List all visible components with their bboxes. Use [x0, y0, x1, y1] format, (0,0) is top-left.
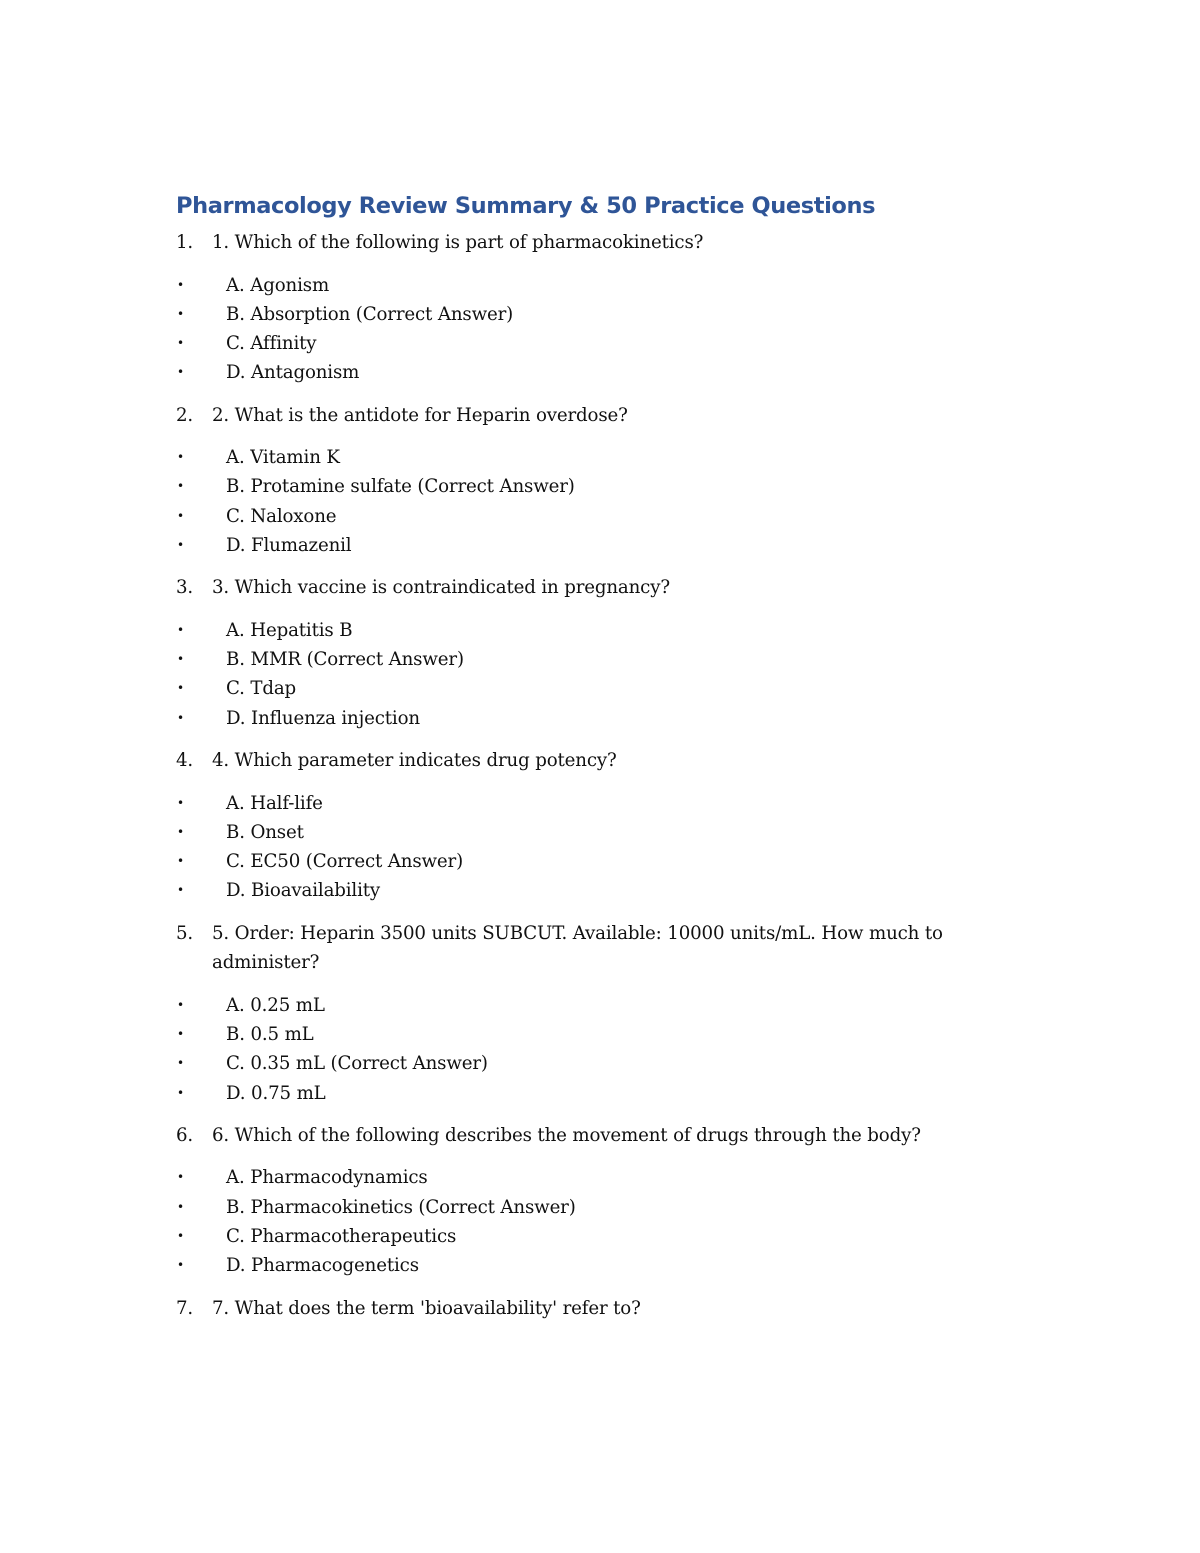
option-text: D. Antagonism [226, 362, 360, 384]
bullet-icon: • [177, 795, 184, 810]
bullet-icon: • [177, 710, 184, 725]
question-item [176, 573, 976, 733]
question-line [176, 401, 976, 431]
option-text: C. Affinity [226, 333, 317, 355]
option-text: C. Tdap [226, 678, 297, 700]
option-text: C. EC50 (Correct Answer) [226, 851, 464, 873]
option-text: D. Pharmacogenetics [226, 1255, 419, 1277]
question-text: 6. Which of the following describes the movement of drugs through the body? [212, 1124, 921, 1146]
question-line [176, 1294, 976, 1324]
question-item [176, 401, 976, 561]
bullet-icon: • [177, 652, 184, 667]
question-list [176, 228, 976, 1336]
page-title: Pharmacology Review Summary & 50 Practice Questions [176, 193, 876, 219]
option-text: D. Flumazenil [226, 535, 352, 557]
option-item [176, 847, 976, 876]
option-item [176, 789, 976, 818]
option-text: D. Bioavailability [226, 880, 381, 902]
question-item [176, 746, 976, 906]
bullet-icon: • [177, 508, 184, 523]
option-text: A. Hepatitis B [226, 619, 353, 641]
option-item [176, 1049, 976, 1078]
option-text: B. 0.5 mL [226, 1024, 314, 1046]
option-list [176, 789, 976, 906]
option-item [176, 443, 976, 472]
option-item [176, 502, 976, 531]
question-line [176, 573, 976, 603]
option-item [176, 616, 976, 645]
bullet-icon: • [177, 1258, 184, 1273]
option-text: A. 0.25 mL [226, 994, 325, 1016]
option-text: D. Influenza injection [226, 707, 420, 729]
question-text: 7. What does the term 'bioavailability' refer to? [212, 1297, 641, 1319]
bullet-icon: • [177, 365, 184, 380]
option-list [176, 991, 976, 1108]
bullet-icon: • [177, 997, 184, 1012]
question-number: 4. [176, 750, 194, 772]
option-item [176, 876, 976, 905]
option-text: C. Naloxone [226, 505, 337, 527]
question-item [176, 919, 976, 1108]
question-text: 2. What is the antidote for Heparin overdose? [212, 404, 628, 426]
bullet-icon: • [177, 538, 184, 553]
question-text: 5. Order: Heparin 3500 units SUBCUT. Available: 10000 units/mL. How much to administer? [212, 922, 943, 974]
option-item [176, 329, 976, 358]
option-item [176, 300, 976, 329]
option-text: B. Onset [226, 821, 304, 843]
option-text: A. Half-life [226, 792, 323, 814]
option-text: B. MMR (Correct Answer) [226, 649, 464, 671]
question-number: 3. [176, 577, 194, 599]
option-item [176, 1193, 976, 1222]
question-number: 5. [176, 922, 194, 944]
option-text: A. Pharmacodynamics [226, 1167, 428, 1189]
question-item [176, 1121, 976, 1281]
option-text: B. Absorption (Correct Answer) [226, 303, 514, 325]
bullet-icon: • [177, 479, 184, 494]
bullet-icon: • [177, 1170, 184, 1185]
bullet-icon: • [177, 622, 184, 637]
option-text: D. 0.75 mL [226, 1082, 326, 1104]
option-item [176, 1222, 976, 1251]
option-list [176, 271, 976, 388]
option-text: B. Pharmacokinetics (Correct Answer) [226, 1196, 576, 1218]
option-item [176, 358, 976, 387]
option-list [176, 1163, 976, 1280]
option-list [176, 616, 976, 733]
option-text: C. Pharmacotherapeutics [226, 1226, 457, 1248]
option-item [176, 991, 976, 1020]
question-number: 2. [176, 404, 194, 426]
bullet-icon: • [177, 1027, 184, 1042]
option-item [176, 472, 976, 501]
question-text: 4. Which parameter indicates drug potency? [212, 750, 617, 772]
question-number: 1. [176, 232, 194, 253]
question-text: 1. Which of the following is part of pharmacokinetics? [212, 232, 704, 253]
option-text: C. 0.35 mL (Correct Answer) [226, 1053, 488, 1075]
bullet-icon: • [177, 336, 184, 351]
question-line [176, 919, 976, 978]
option-item [176, 818, 976, 847]
option-item [176, 271, 976, 300]
option-item [176, 1079, 976, 1108]
question-item [176, 1294, 976, 1324]
bullet-icon: • [177, 1229, 184, 1244]
bullet-icon: • [177, 450, 184, 465]
bullet-icon: • [177, 883, 184, 898]
question-line [176, 1121, 976, 1151]
bullet-icon: • [177, 681, 184, 696]
bullet-icon: • [177, 1199, 184, 1214]
option-item [176, 1020, 976, 1049]
bullet-icon: • [177, 306, 184, 321]
question-line [176, 746, 976, 776]
option-item [176, 704, 976, 733]
question-number: 6. [176, 1124, 194, 1146]
bullet-icon: • [177, 1085, 184, 1100]
bullet-icon: • [177, 277, 184, 292]
option-item [176, 1163, 976, 1192]
option-item [176, 645, 976, 674]
question-item [176, 228, 976, 388]
option-text: A. Agonism [226, 274, 330, 296]
option-text: A. Vitamin K [226, 447, 340, 469]
bullet-icon: • [177, 1056, 184, 1071]
option-item [176, 1251, 976, 1280]
question-text: 3. Which vaccine is contraindicated in pregnancy? [212, 577, 670, 599]
option-text: B. Protamine sulfate (Correct Answer) [226, 476, 575, 498]
option-list [176, 443, 976, 560]
option-item [176, 674, 976, 703]
question-number: 7. [176, 1297, 194, 1319]
bullet-icon: • [177, 854, 184, 869]
question-line [176, 228, 976, 258]
bullet-icon: • [177, 824, 184, 839]
option-item [176, 531, 976, 560]
